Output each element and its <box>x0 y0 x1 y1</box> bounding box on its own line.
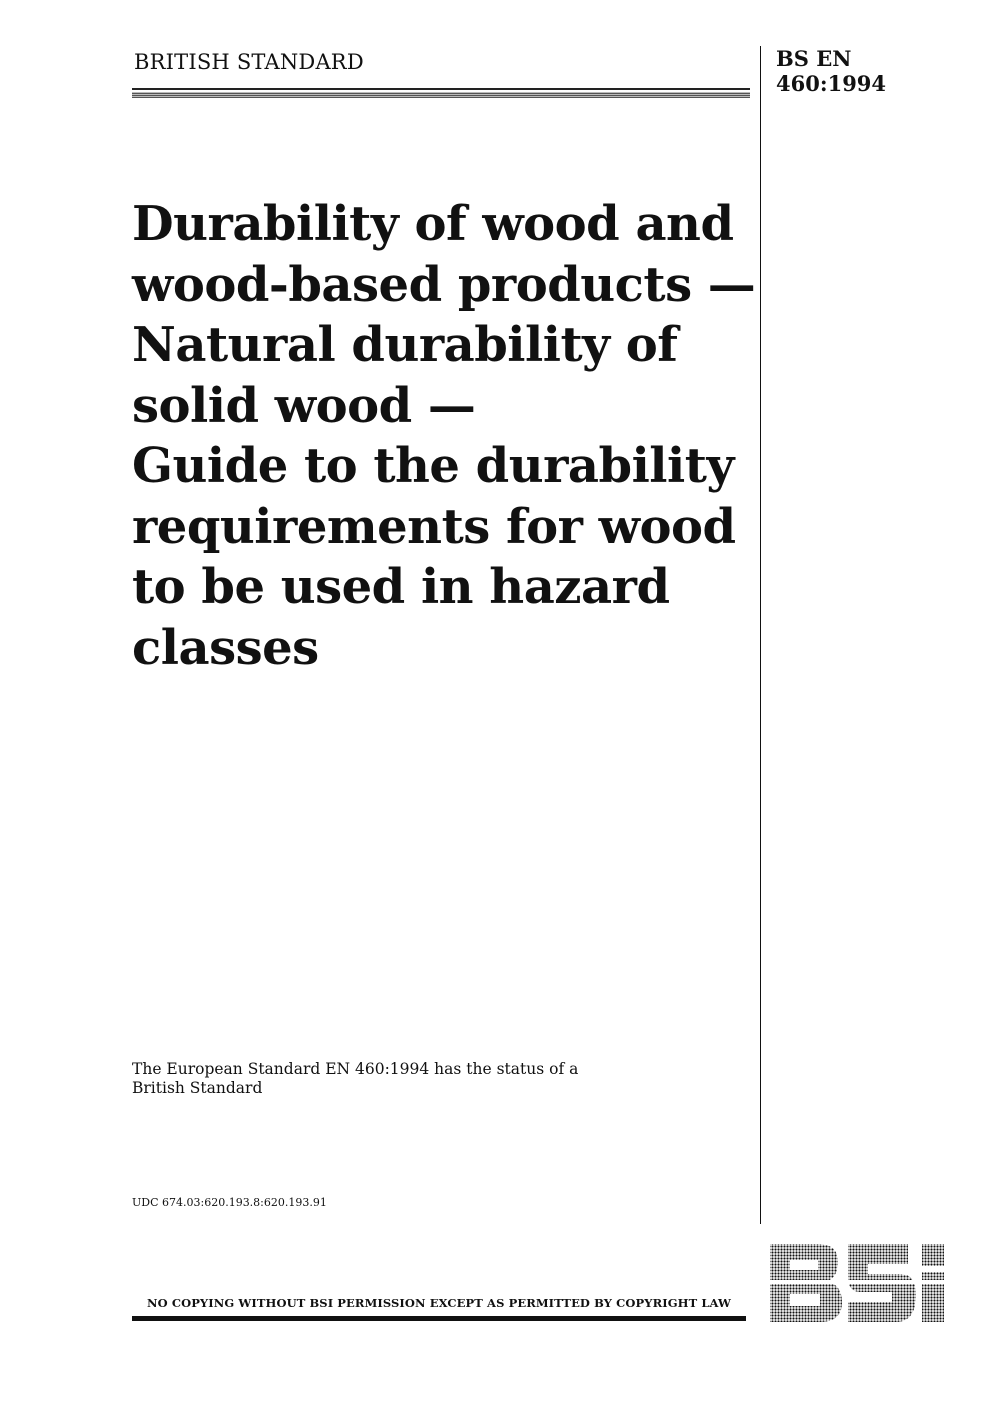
standard-number <box>776 46 886 96</box>
title-line: classes <box>132 619 319 676</box>
title-line: solid wood — <box>132 377 476 434</box>
vertical-divider <box>760 46 761 1224</box>
header-rule-shaded <box>132 92 750 98</box>
standard-number-prefix: BS EN <box>776 46 852 71</box>
status-note-line: The European Standard EN 460:1994 has the status of a <box>132 1060 579 1078</box>
document-title <box>132 194 756 678</box>
status-note <box>132 1060 612 1098</box>
standard-number-code: 460:1994 <box>776 71 887 96</box>
footer-rule <box>132 1316 746 1321</box>
bsi-logo <box>768 1242 946 1324</box>
title-line: wood-based products — <box>132 256 756 313</box>
title-line: Natural durability of <box>132 317 678 373</box>
title-line: to be used in hazard <box>132 559 670 615</box>
title-line: requirements for wood <box>132 498 736 555</box>
udc-classification: UDC 674.03:620.193.8:620.193.91 <box>132 1196 327 1209</box>
document-series-label: BRITISH STANDARD <box>134 50 364 74</box>
title-line: Durability of wood and <box>132 196 734 252</box>
status-note-line: British Standard <box>132 1079 263 1097</box>
copyright-notice: NO COPYING WITHOUT BSI PERMISSION EXCEPT AS PERMITTED BY COPYRIGHT LAW <box>146 1296 732 1310</box>
header-rule <box>132 88 750 90</box>
title-line: Guide to the durability <box>132 438 734 494</box>
